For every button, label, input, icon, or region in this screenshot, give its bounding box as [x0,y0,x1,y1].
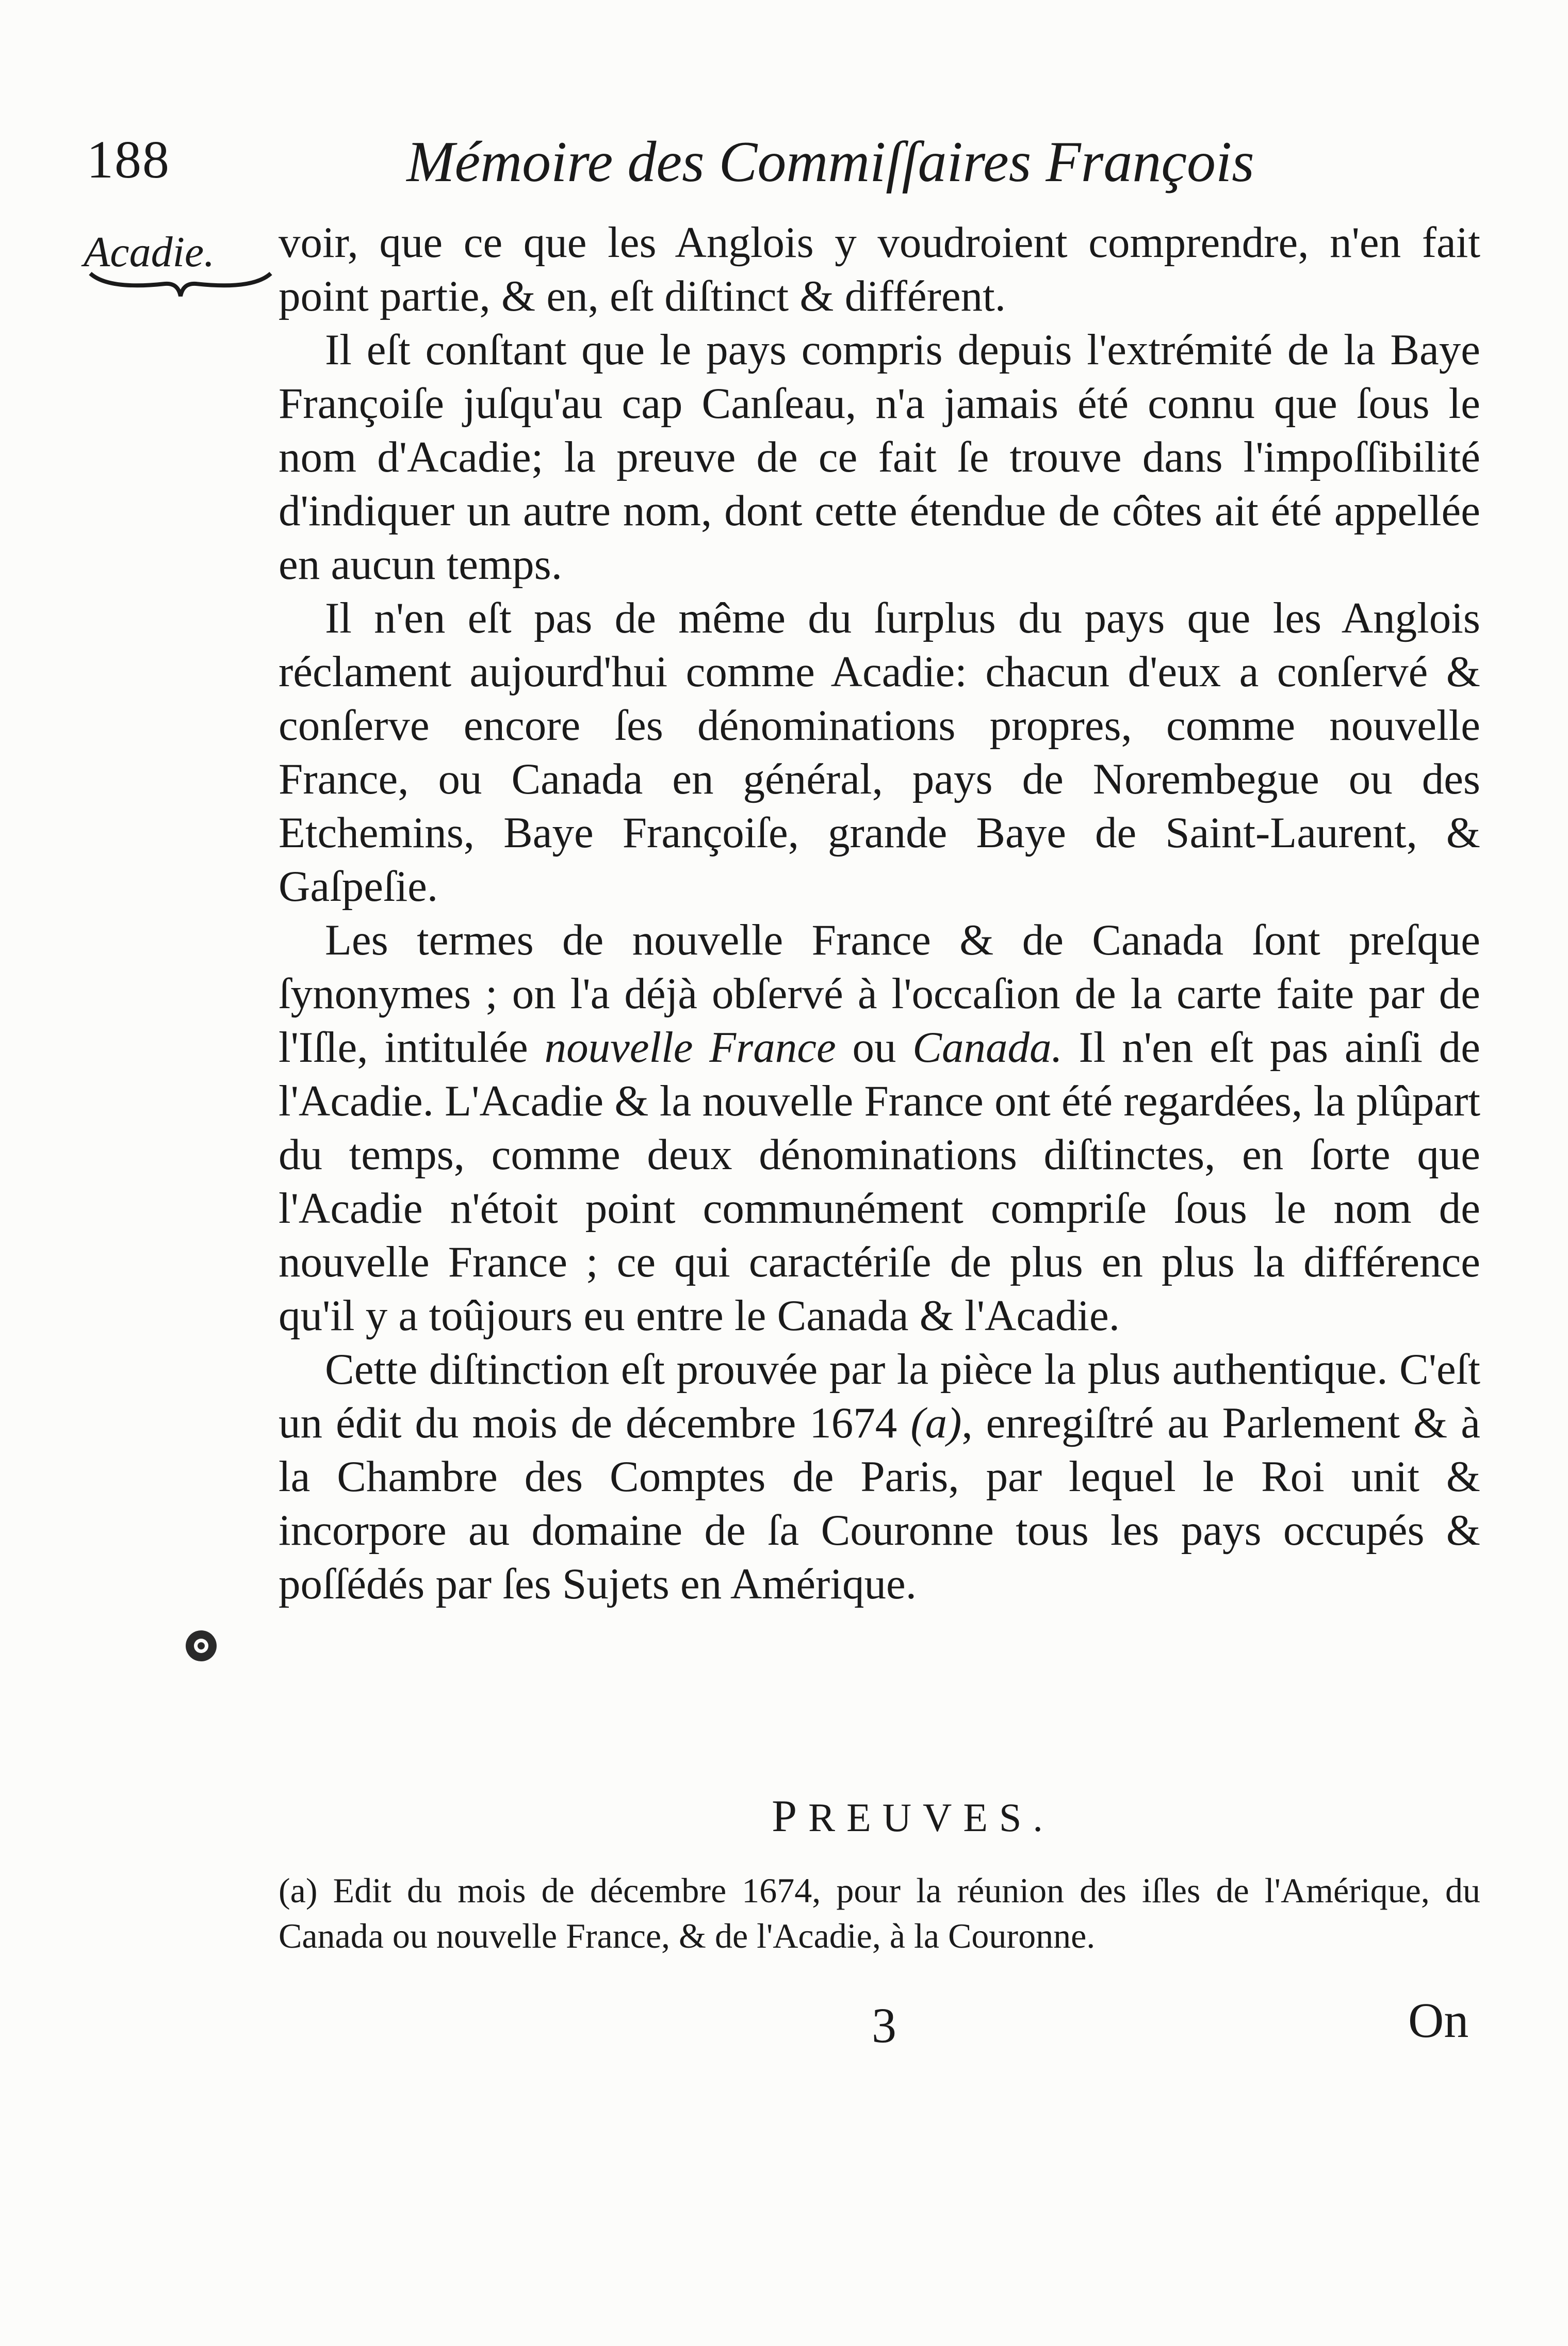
paragraph: Il eſt conſtant que le pays compris depuis l'extrémité de la Baye Françoiſe juſqu'au cap Canſeau, n'a jamais été connu que ſous le nom d'Acadie; la preuve de ce fait ſe trouve dans l'impoſſibilité d'indiquer un autre nom, dont cette étendue de côtes ait été appellée en aucun temps. [279,326,1480,589]
signature-mark: 3 [872,1998,896,2053]
body-text [279,216,1480,1611]
heading-capital: P [772,1791,809,1841]
heading-rest: REUVES. [808,1795,1054,1840]
page-header [67,129,1460,201]
paragraph: voir, que ce que les Anglois y voudroient comprendre, n'en fait point partie, & en, eſt diſtinct & différent. [279,218,1480,320]
paragraph [279,1342,1480,1611]
paragraph: Il n'en eſt pas de même du ſurplus du pays que les Anglois réclament aujourd'hui comme Acadie: chacun d'eux a conſervé & conſerve encore ſes dénominations propres, comme nouvelle France, ou Canada en général, pays de Norembegue ou des Etchemins, Baye Françoiſe, grande Baye de Saint-Laurent, & Gaſpeſie. [279,594,1480,911]
paragraph-text: ou [836,1023,913,1072]
ornament-icon [181,1625,222,1667]
paragraph-text: Cette diſtinction eſt prouvée par la pièce la plus authentique. C'eſt un édit du mois de décembre 1674 [279,1345,1480,1447]
margin-brace-icon [88,269,273,300]
section-heading [0,1790,1568,1842]
paragraph [279,913,1480,1342]
paragraph-text: Les termes de nouvelle France & de Canada ſont preſque ſynonymes ; on l'a déjà obſervé à l'occaſion de la carte faite par de l'Iſle, intitulée [279,916,1480,1072]
catchword: On [1408,1993,1469,2048]
italic-title: nouvelle France [544,1023,836,1072]
footnote-text: (a) Edit du mois de décembre 1674, pour la réunion des iſles de l'Amérique, du Canada ou nouvelle France, & de l'Acadie, à la Couronne. [279,1871,1480,1955]
paragraph-text: Il n'en eſt pas ainſi de l'Acadie. L'Acadie & la nouvelle France ont été regardées, la plûpart du temps, comme deux dénominations diſtinctes, en ſorte que l'Acadie n'étoit point communément compriſe ſous le nom de nouvelle France ; ce qui caractériſe de plus en plus la différence qu'il y a toûjours eu entre le Canada & l'Acadie. [279,1023,1481,1340]
paragraph-text: , enregiſtré au Parlement & à la Chambre des Comptes de Paris, par lequel le Roi unit & incorpore au domaine de ſa Couronne tous les pays occupés & poſſédés par ſes Sujets en Amérique. [279,1399,1480,1608]
running-title: Mémoire des Commiſſaires François [406,130,1254,194]
page-number: 188 [87,130,170,189]
italic-title: Canada. [912,1023,1063,1072]
margin-note: Acadie. [84,228,215,276]
footnote-reference: (a) [910,1399,962,1447]
footnote [279,1868,1480,1959]
